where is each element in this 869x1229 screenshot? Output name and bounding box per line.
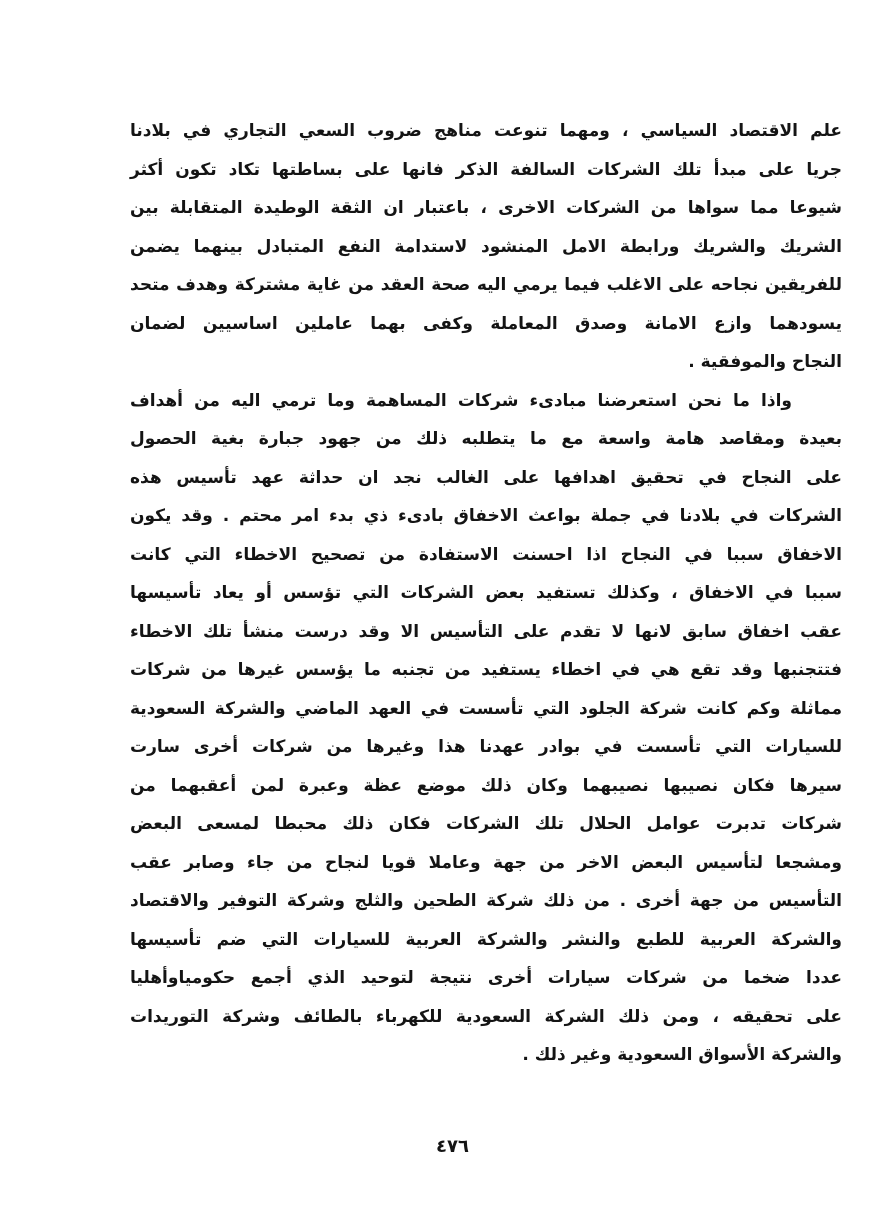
text-line: للفريقين نجاحه على الاغلب فيما يرمي اليه صحة العقد من غاية مشتركة وهدف متحد: [130, 275, 842, 295]
text-line: يسودهما وازع الامانة وصدق المعاملة وكفى بهما عاملين اساسيين لضمان: [130, 313, 842, 334]
text-line: واذا ما نحن استعرضنا مبادىء شركات المساهمة وما ترمي اليه من أهداف: [130, 390, 792, 411]
text-line: علم الاقتصاد السياسي ، ومهما تنوعت مناهج ضروب السعي التجاري في بلادنا: [130, 121, 842, 141]
page-number: ٤٧٦: [436, 1136, 469, 1157]
text-line: ومشجعا لتأسيس البعض الاخر من جهة وعاملا قويا لنجاح من جاء وصابر عقب: [130, 852, 842, 873]
text-line: على النجاح في تحقيق اهدافها على الغالب نجد ان حداثة عهد تأسيس هذه: [130, 467, 842, 488]
text-line: التأسيس من جهة أخرى . من ذلك شركة الطحين والثلج وشركة التوفير والاقتصاد: [130, 891, 842, 911]
text-line: عقب اخفاق سابق لانها لا تقدم على التأسيس الا وقد درست منشأ تلك الاخطاء: [130, 621, 842, 642]
text-line: الشركات في بلادنا في جملة بواعث الاخفاق بادىء ذي بدء امر محتم . وقد يكون: [130, 506, 842, 526]
paragraph-2: [130, 382, 842, 1075]
text-line: والشركة العربية للطبع والنشر والشركة العربية للسيارات التي ضم تأسيسها: [130, 929, 842, 950]
text-line: الشريك والشريك ورابطة الامل المنشود لاستدامة النفع المتبادل بينهما يضمن: [130, 236, 842, 257]
text-line: عددا ضخما من شركات سيارات أخرى نتيجة لتوحيد الذي أجمع حكومياوأهليا: [130, 968, 842, 988]
text-line: النجاح والموفقية .: [688, 352, 842, 372]
text-line: فتتجنبها وقد تقع هي في اخطاء يستفيد من تجنبه ما يؤسس غيرها من شركات: [130, 660, 842, 680]
text-line: بعيدة ومقاصد هامة واسعة مع ما يتطلبه ذلك من جهود جبارة بغية الحصول: [130, 429, 842, 449]
text-line: مماثلة وكم كانت شركة الجلود التي تأسست في العهد الماضي والشركة السعودية: [130, 698, 842, 719]
text-line: الاخفاق سببا في النجاح اذا احسنت الاستفادة من تصحيح الاخطاء التي كانت: [130, 544, 842, 565]
text-line: للسيارات التي تأسست في بوادر عهدنا هذا وغيرها من شركات أخرى سارت: [130, 737, 842, 757]
text-line: سببا في الاخفاق ، وكذلك تستفيد بعض الشركات التي تؤسس أو يعاد تأسيسها: [130, 583, 842, 603]
text-line: شيوعا مما سواها من الشركات الاخرى ، باعتبار ان الثقة الوطيدة المتقابلة بين: [130, 198, 842, 218]
text-line: والشركة الأسواق السعودية وغير ذلك .: [522, 1045, 842, 1065]
paragraph-1: [130, 112, 842, 382]
text-line: جريا على مبدأ تلك الشركات السالفة الذكر فانها على بساطتها تكاد تكون أكثر: [130, 159, 842, 180]
text-line: سيرها فكان نصيبها نصيبهما وكان ذلك موضع عظة وعبرة لمن أعقبهما من: [130, 775, 842, 796]
text-line: شركات تدبرت عوامل الحلال تلك الشركات فكان ذلك محبطا لمسعى البعض: [130, 814, 842, 834]
body-text: [130, 112, 842, 1075]
text-line: على تحقيقه ، ومن ذلك الشركة السعودية للكهرباء بالطائف وشركة التوريدات: [130, 1006, 842, 1027]
